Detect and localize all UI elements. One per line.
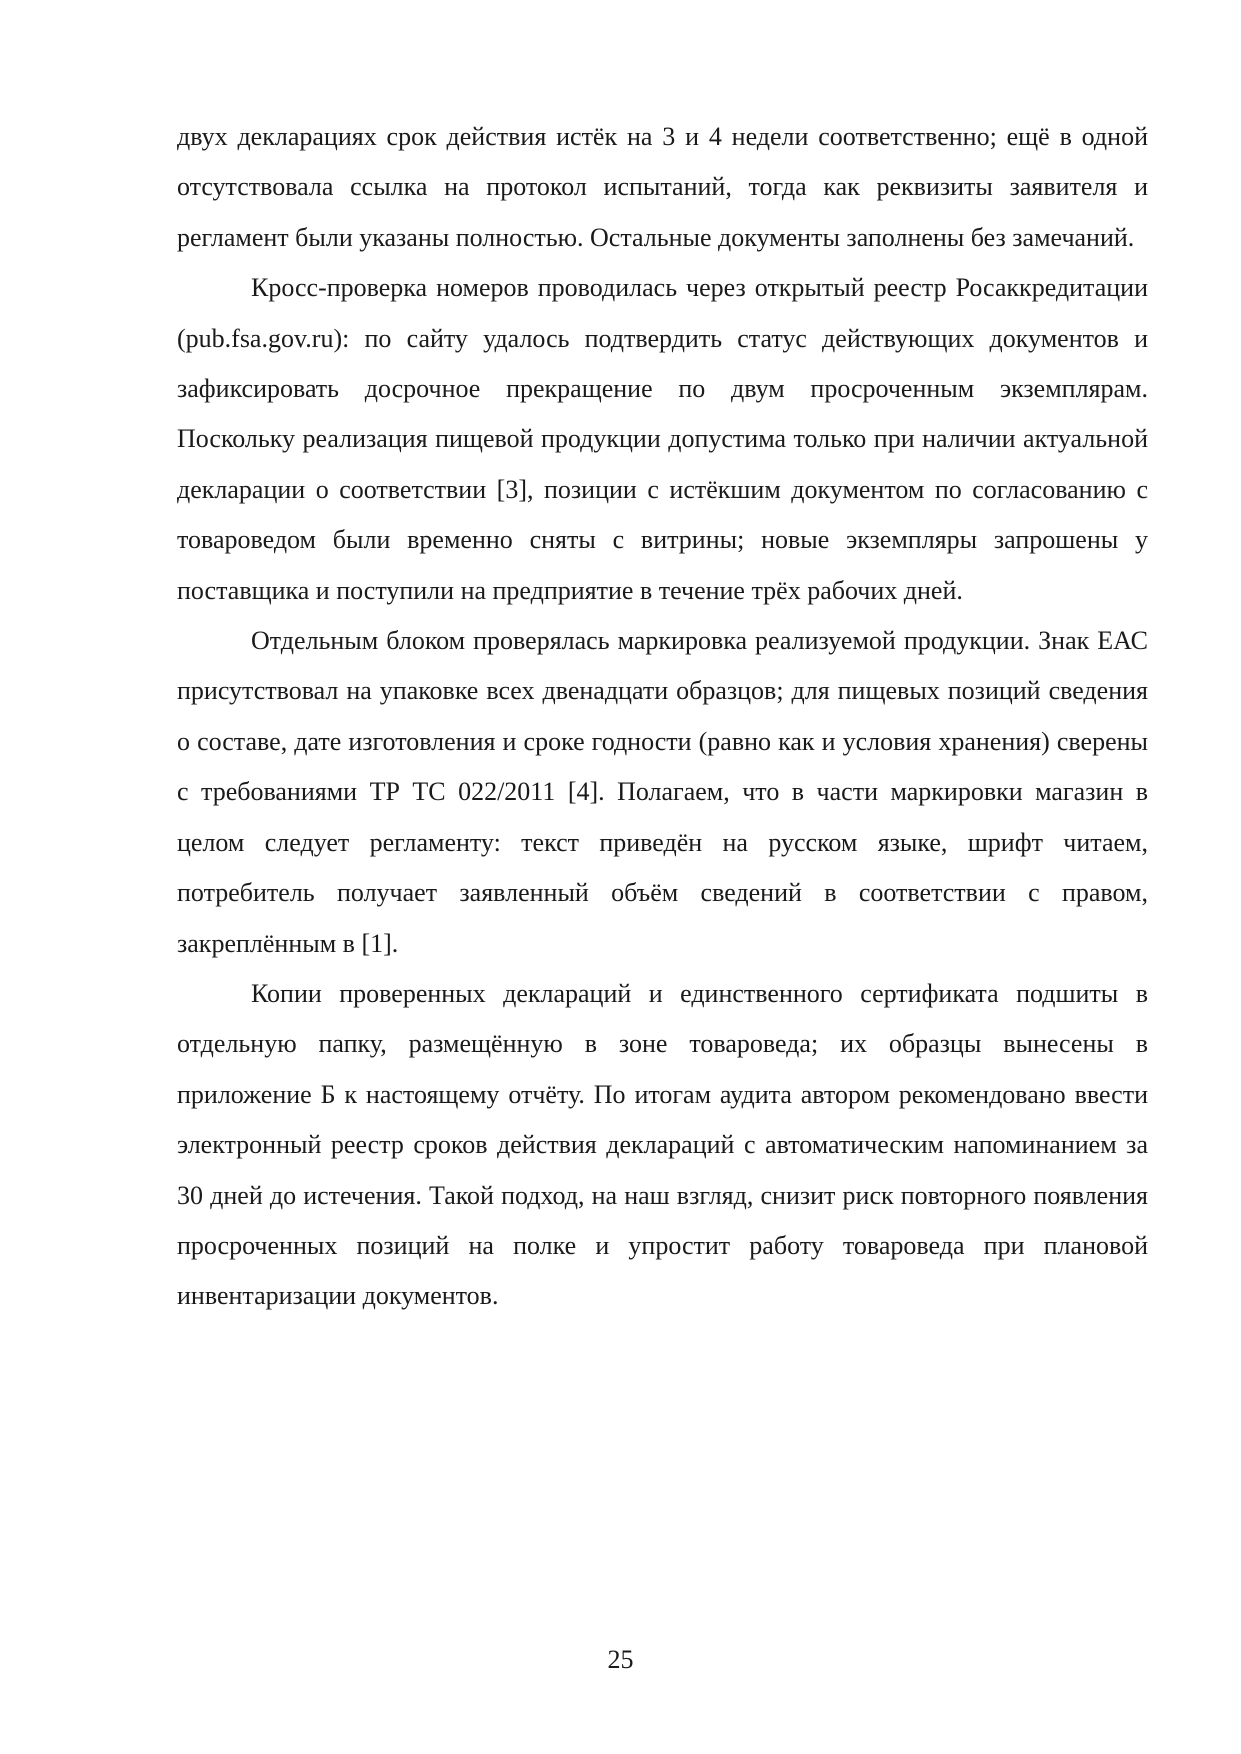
paragraph-recommendations: Копии проверенных деклараций и единственного сертификата подшиты в отдельную папку, размещённую в зоне товароведа; их образцы вынесены в приложение Б к настоящему отчёту. По итогам аудита автором рекомендовано ввести электронный реестр сроков действия деклараций с автоматическим напоминанием за 30 дней до истечения. Такой подход, на наш взгляд, снизит риск повторного появления просроченных позиций на полке и упростит работу товароведа при плановой инвентаризации документов. xyxy=(177,978,1148,1311)
paragraph-continued: двух декларациях срок действия истёк на 3 и 4 недели соответственно; ещё в одной отсутствовала ссылка на протокол испытаний, тогда как реквизиты заявителя и регламент были указаны полностью. Остальные документы заполнены без замечаний. xyxy=(177,122,1148,252)
body-text xyxy=(177,112,1148,1322)
paragraph-registry-check: Кросс-проверка номеров проводилась через открытый реестр Росаккредитации (pub.fsa.gov.ru): по сайту удалось подтвердить статус действующих документов и зафиксировать досрочное прекращение по двум просроченным экземплярам. Поскольку реализация пищевой продукции допустима только при наличии актуальной декларации о соответствии [3], позиции с истёкшим документом по согласованию с товароведом были временно сняты с витрины; новые экземпляры запрошены у поставщика и поступили на предприятие в течение трёх рабочих дней. xyxy=(177,273,1148,605)
page-number: 25 xyxy=(607,1645,634,1674)
paragraph-labeling-check: Отдельным блоком проверялась маркировка реализуемой продукции. Знак ЕАС присутствовал на упаковке всех двенадцати образцов; для пищевых позиций сведения о составе, дате изготовления и сроке годности (равно как и условия хранения) сверены с требованиями ТР ТС 022/2011 [4]. Полагаем, что в части маркировки магазин в целом следует регламенту: текст приведён на русском языке, шрифт читаем, потребитель получает заявленный объём сведений в соответствии с правом, закреплённым в [1]. xyxy=(177,626,1148,958)
